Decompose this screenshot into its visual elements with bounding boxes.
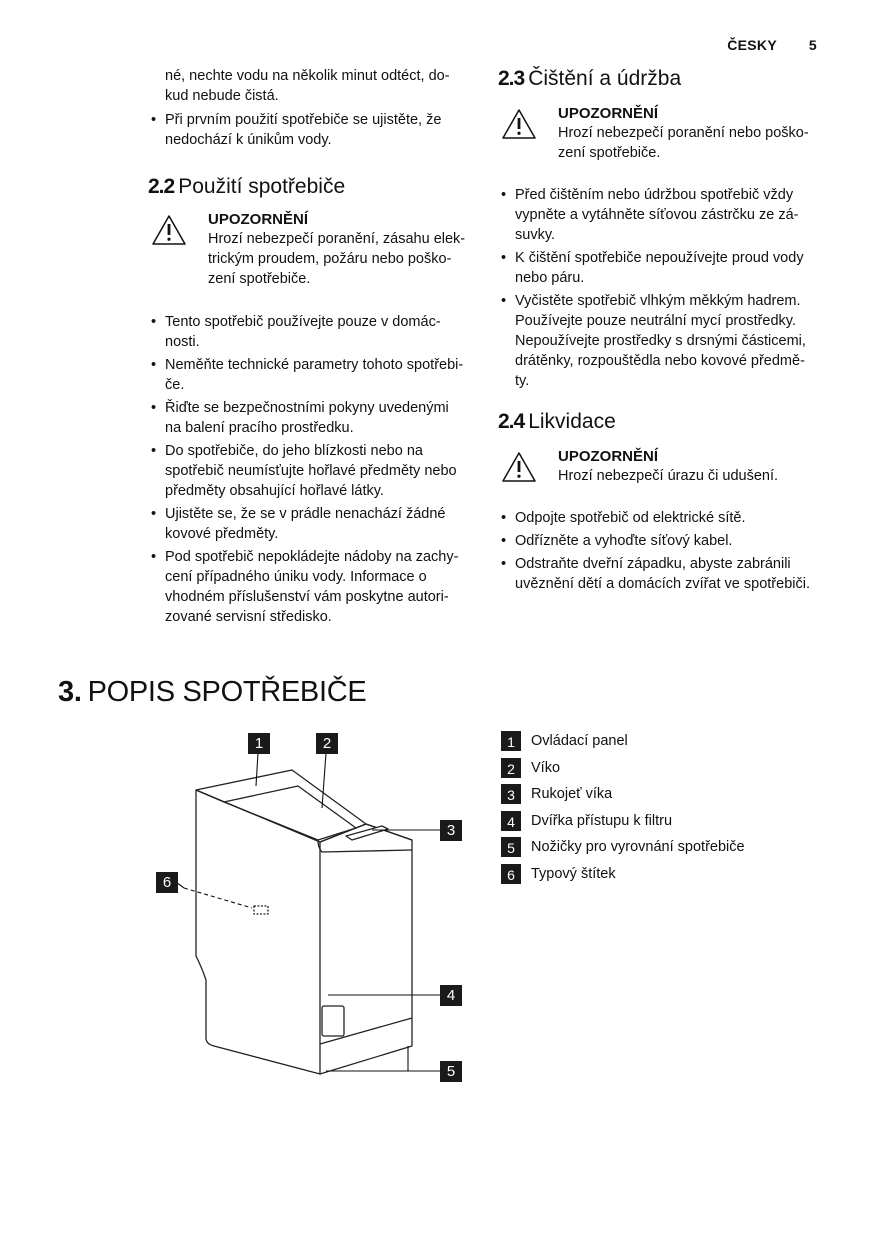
legend-label: Rukojeť víka	[531, 786, 613, 803]
warning-triangle-icon	[151, 214, 187, 246]
legend-label: Nožičky pro vyrovnání spotřebiče	[531, 839, 745, 856]
intro-continuation: né, nechte vodu na několik minut odtéct, do-kud nebude čistá.	[165, 68, 450, 104]
callout-3: 3	[440, 820, 462, 841]
warning-triangle-icon	[501, 108, 537, 140]
list-item: • Do spotřebiče, do jeho blízkosti nebo na spotřebič neumísťujte hořlavé předměty nebo předměty obsahující hořlavé látky.	[148, 441, 468, 501]
section-title: Čištění a údržba	[528, 67, 682, 90]
right-column	[498, 66, 818, 597]
callout-1: 1	[248, 733, 270, 754]
list-item: • Odstraňte dveřní západku, abyste zabránili uvěznění dětí a domácích zvířat ve spotřebiči.	[498, 554, 818, 594]
warning-text: Hrozí nebezpečí poranění nebo poško-zení spotřebiče.	[558, 125, 809, 161]
list-item: • Vyčistěte spotřebič vlhkým měkkým hadrem. Používejte pouze neutrální mycí prostředky. Nepoužívejte prostředky s drsnými částicemi, drátěnky, rozpouštědla nebo kovové předmě-ty.	[498, 291, 818, 391]
intro-bullet-list	[148, 110, 468, 150]
bullet-list	[148, 312, 468, 627]
warning-block	[498, 447, 818, 486]
list-item: • Tento spotřebič používejte pouze v domác-nosti.	[148, 312, 468, 352]
warning-text: Hrozí nebezpečí poranění, zásahu elek-trickým proudem, požáru nebo poško-zení spotřebiče.	[208, 231, 466, 287]
section-title: POPIS SPOTŘEBIČE	[87, 676, 367, 708]
legend-number: 1	[501, 731, 521, 751]
section-title: Likvidace	[528, 410, 616, 433]
list-item: • Řiďte se bezpečnostními pokyny uvedenými na balení pracího prostředku.	[148, 398, 468, 438]
section-number: 3.	[58, 676, 82, 708]
legend-number: 4	[501, 811, 521, 831]
legend-number: 6	[501, 864, 521, 884]
section-number: 2.2	[148, 175, 175, 198]
bullet-list	[498, 508, 818, 594]
warning-title: UPOZORNĚNÍ	[558, 105, 659, 122]
section-number: 2.4	[498, 410, 525, 433]
warning-block	[148, 210, 468, 289]
legend-item	[501, 781, 745, 808]
section-title: Použití spotřebiče	[178, 175, 346, 198]
list-item: • Před čištěním nebo údržbou spotřebič vždy vypněte a vytáhněte síťovou zástrčku ze zá-suvky.	[498, 185, 818, 245]
legend-item	[501, 728, 745, 755]
legend-label: Víko	[531, 759, 561, 776]
callout-2: 2	[316, 733, 338, 754]
callout-5: 5	[440, 1061, 462, 1082]
page-header	[699, 37, 817, 53]
left-column	[148, 66, 468, 630]
legend-label: Dvířka přístupu k filtru	[531, 812, 673, 829]
list-item: • Neměňte technické parametry tohoto spotřebi-če.	[148, 355, 468, 395]
legend-label: Ovládací panel	[531, 733, 628, 750]
legend-item	[501, 755, 745, 782]
list-item: • Pod spotřebič nepokládejte nádoby na zachy-cení případného úniku vody. Informace o vhodném příslušenství vám poskytne autori-zované servisní středisko.	[148, 547, 468, 627]
section-heading-3	[58, 676, 366, 709]
bullet-list	[498, 185, 818, 391]
appliance-diagram	[150, 728, 470, 1088]
language-label: ČESKY	[727, 37, 777, 53]
warning-text: Hrozí nebezpečí úrazu či udušení.	[558, 468, 779, 484]
list-item: • Při prvním použití spotřebiče se ujistěte, že nedochází k únikům vody.	[148, 110, 468, 150]
list-item: • Odpojte spotřebič od elektrické sítě.	[498, 508, 818, 528]
legend-label: Typový štítek	[531, 865, 616, 882]
legend-item	[501, 834, 745, 861]
washing-machine-illustration	[150, 728, 470, 1088]
section-number: 2.3	[498, 67, 525, 90]
legend-number: 2	[501, 758, 521, 778]
warning-triangle-icon	[501, 451, 537, 483]
section-heading-2-4	[498, 409, 818, 435]
legend-item	[501, 808, 745, 835]
legend-number: 3	[501, 784, 521, 804]
list-item: • Ujistěte se, že se v prádle nenachází žádné kovové předměty.	[148, 504, 468, 544]
callout-6: 6	[156, 872, 178, 893]
list-item: • K čištění spotřebiče nepoužívejte proud vody nebo páru.	[498, 248, 818, 288]
section-heading-2-3	[498, 66, 818, 92]
warning-block	[498, 104, 818, 163]
section-heading-2-2	[148, 174, 468, 200]
component-legend	[501, 728, 745, 887]
list-item: • Odřízněte a vyhoďte síťový kabel.	[498, 531, 818, 551]
legend-item	[501, 861, 745, 888]
callout-4: 4	[440, 985, 462, 1006]
warning-title: UPOZORNĚNÍ	[208, 211, 309, 228]
page-number: 5	[808, 37, 817, 53]
legend-number: 5	[501, 837, 521, 857]
warning-title: UPOZORNĚNÍ	[558, 448, 659, 465]
